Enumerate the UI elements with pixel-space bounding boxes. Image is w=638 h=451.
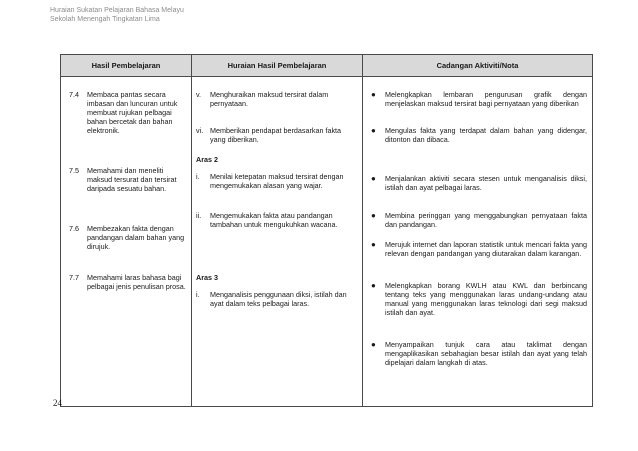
activity-item: [371, 90, 587, 108]
outcomes-cell: [61, 77, 192, 407]
description-text: Menganalisis penggunaan diksi, istilah dan ayat dalam teks pelbagai laras.: [210, 290, 347, 308]
description-item: [196, 90, 356, 108]
bullet-icon: ●: [371, 240, 376, 249]
activity-text: Melengkapkan borang KWLH atau KWL dan berbincang tentang teks yang menggunakan laras undang-undang atau manual yang menggunakan laras teknologi dari segi maksud istilah dan ayat.: [385, 281, 587, 317]
activity-item: [371, 126, 587, 144]
outcome-number: 7.5: [69, 166, 79, 175]
activity-item: [371, 281, 587, 317]
activity-item: [371, 211, 587, 229]
column-header-activities: Cadangan Aktiviti/Nota: [363, 55, 593, 77]
outcome-number: 7.4: [69, 90, 79, 99]
activity-item: [371, 340, 587, 367]
document-header: [50, 6, 184, 24]
description-number: vi.: [196, 126, 204, 135]
header-line-2: Sekolah Menengah Tingkatan Lima: [50, 16, 160, 23]
outcome-number: 7.7: [69, 273, 79, 282]
column-header-descriptions: Huraian Hasil Pembelajaran: [192, 55, 363, 77]
activity-text: Menjalankan aktiviti secara stesen untuk menganalisis diksi, istilah dan ayat pelbagai laras.: [385, 174, 587, 192]
description-number: i.: [196, 172, 200, 181]
activity-item: [371, 240, 587, 258]
description-text: Menghuraikan maksud tersirat dalam pernyataan.: [210, 90, 329, 108]
learning-outcome-item: [69, 90, 187, 135]
outcome-number: 7.6: [69, 224, 79, 233]
description-number: i.: [196, 290, 200, 299]
outcome-text: Membaca pantas secara imbasan dan luncuran untuk membuat rujukan pelbagai bahan bercetak dan bahan elektronik.: [87, 90, 178, 135]
bullet-icon: ●: [371, 90, 376, 99]
description-item: [196, 211, 356, 229]
activities-cell: [363, 77, 593, 407]
level-heading-aras-3: Aras 3: [196, 273, 218, 282]
activity-text: Melengkapkan lembaran pengurusan grafik dengan menjelaskan maksud tersirat bagi pernyataan yang diberikan: [385, 90, 587, 108]
activity-text: Menyampaikan tunjuk cara atau taklimat dengan mengaplikasikan sebahagian besar istilah dan ayat yang telah dipelajari dalam langkah di atas.: [385, 340, 587, 367]
activity-text: Membina peringgan yang menggabungkan pernyataan fakta dan pandangan.: [385, 211, 587, 229]
outcome-text: Memahami laras bahasa bagi pelbagai jenis penulisan prosa.: [87, 273, 186, 291]
column-header-outcomes: Hasil Pembelajaran: [61, 55, 192, 77]
level-heading-aras-2: Aras 2: [196, 155, 218, 164]
activity-text: Mengulas fakta yang terdapat dalam bahan yang didengar, ditonton dan dibaca.: [385, 126, 587, 144]
description-item: [196, 172, 356, 190]
learning-outcome-item: [69, 224, 187, 251]
activity-item: [371, 174, 587, 192]
descriptions-cell: [192, 77, 363, 407]
bullet-icon: ●: [371, 340, 376, 349]
learning-outcome-item: [69, 166, 187, 193]
outcome-text: Memahami dan meneliti maksud tersurat dan tersirat daripada sesuatu bahan.: [87, 166, 177, 193]
learning-plan-table: [60, 54, 593, 407]
description-text: Memberikan pendapat berdasarkan fakta yang diberikan.: [210, 126, 342, 144]
table-body-row: [61, 77, 593, 407]
description-number: ii.: [196, 211, 202, 220]
bullet-icon: ●: [371, 174, 376, 183]
description-text: Mengemukakan fakta atau pandangan tambahan untuk mengukuhkan wacana.: [210, 211, 338, 229]
activity-text: Merujuk internet dan laporan statistik untuk mencari fakta yang relevan dengan pandangan yang diutarakan dalam karangan.: [385, 240, 587, 258]
bullet-icon: ●: [371, 211, 376, 220]
bullet-icon: ●: [371, 126, 376, 135]
description-item: [196, 126, 356, 144]
learning-outcome-item: [69, 273, 187, 291]
table-header-row: [61, 55, 593, 77]
bullet-icon: ●: [371, 281, 376, 290]
header-line-1: Huraian Sukatan Pelajaran Bahasa Melayu: [50, 7, 184, 14]
outcome-text: Membezakan fakta dengan pandangan dalam bahan yang dirujuk.: [87, 224, 185, 251]
description-text: Menilai ketepatan maksud tersirat dengan mengemukakan alasan yang wajar.: [210, 172, 344, 190]
description-number: v.: [196, 90, 202, 99]
description-item: [196, 290, 356, 308]
page-number: 24: [53, 398, 62, 408]
